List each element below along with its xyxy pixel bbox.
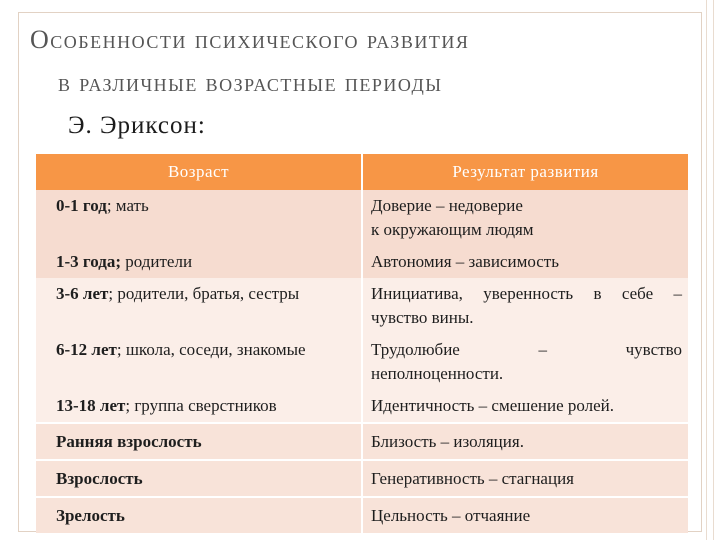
header-result: Результат развития bbox=[362, 154, 688, 190]
result-cell bbox=[362, 497, 688, 533]
result-text-cont: неполноценности. bbox=[371, 364, 504, 383]
title-line-1: Особенности психического развития bbox=[30, 25, 470, 54]
header-age: Возраст bbox=[36, 154, 362, 190]
table-row bbox=[36, 190, 688, 246]
age-bold: 0-1 год bbox=[56, 196, 107, 215]
result-cell bbox=[362, 390, 688, 423]
result-text: Генеративность – стагнация bbox=[371, 468, 574, 488]
result-cell bbox=[362, 278, 688, 334]
result-text: Инициатива, уверенность в себе – bbox=[371, 284, 682, 303]
result-text: Доверие – недоверие bbox=[371, 196, 523, 215]
age-cell bbox=[36, 460, 362, 497]
result-text: Трудолюбие – чувство bbox=[371, 340, 682, 359]
age-cell bbox=[36, 497, 362, 533]
age-rest: ; родители, братья, сестры bbox=[108, 284, 300, 303]
subtitle: Э. Эриксон: bbox=[68, 112, 206, 139]
age-bold: Взрослость bbox=[56, 468, 143, 488]
age-cell bbox=[36, 246, 362, 278]
age-cell bbox=[36, 278, 362, 334]
table-row bbox=[36, 334, 688, 390]
table-row bbox=[36, 460, 688, 497]
age-cell bbox=[36, 390, 362, 423]
result-cell bbox=[362, 334, 688, 390]
table-row bbox=[36, 423, 688, 460]
result-text: Идентичность – смешение ролей. bbox=[371, 396, 615, 415]
age-bold: Зрелость bbox=[56, 505, 125, 525]
result-text-cont: к окружающим людям bbox=[371, 220, 534, 239]
age-bold: 13-18 лет bbox=[56, 396, 126, 415]
table-header-row bbox=[36, 154, 688, 190]
age-rest: родители bbox=[120, 252, 193, 271]
table-row bbox=[36, 278, 688, 334]
result-cell bbox=[362, 460, 688, 497]
result-text: Близость – изоляция. bbox=[371, 431, 524, 451]
slide-title bbox=[30, 18, 690, 106]
erikson-stages-table bbox=[36, 154, 688, 533]
title-line-2: в различные возрастные периоды bbox=[58, 70, 443, 97]
table-row bbox=[36, 390, 688, 423]
age-rest: ; группа сверстников bbox=[125, 396, 277, 415]
table-row bbox=[36, 497, 688, 533]
age-cell bbox=[36, 190, 362, 246]
result-text: Автономия – зависимость bbox=[371, 252, 559, 271]
age-bold: 6-12 лет bbox=[56, 340, 117, 359]
result-text-cont: чувство вины. bbox=[371, 308, 474, 327]
age-bold: 3-6 лет bbox=[56, 284, 109, 303]
result-text: Цельность – отчаяние bbox=[371, 505, 531, 525]
age-cell bbox=[36, 423, 362, 460]
age-rest: ; мать bbox=[106, 196, 149, 215]
result-cell bbox=[362, 190, 688, 246]
result-cell bbox=[362, 246, 688, 278]
decorative-side-line bbox=[706, 0, 714, 540]
age-cell bbox=[36, 334, 362, 390]
age-bold: 1-3 года; bbox=[56, 252, 121, 271]
age-rest: ; школа, соседи, знакомые bbox=[116, 340, 306, 359]
age-bold: Ранняя взрослость bbox=[56, 431, 202, 451]
result-cell bbox=[362, 423, 688, 460]
table-row bbox=[36, 246, 688, 278]
